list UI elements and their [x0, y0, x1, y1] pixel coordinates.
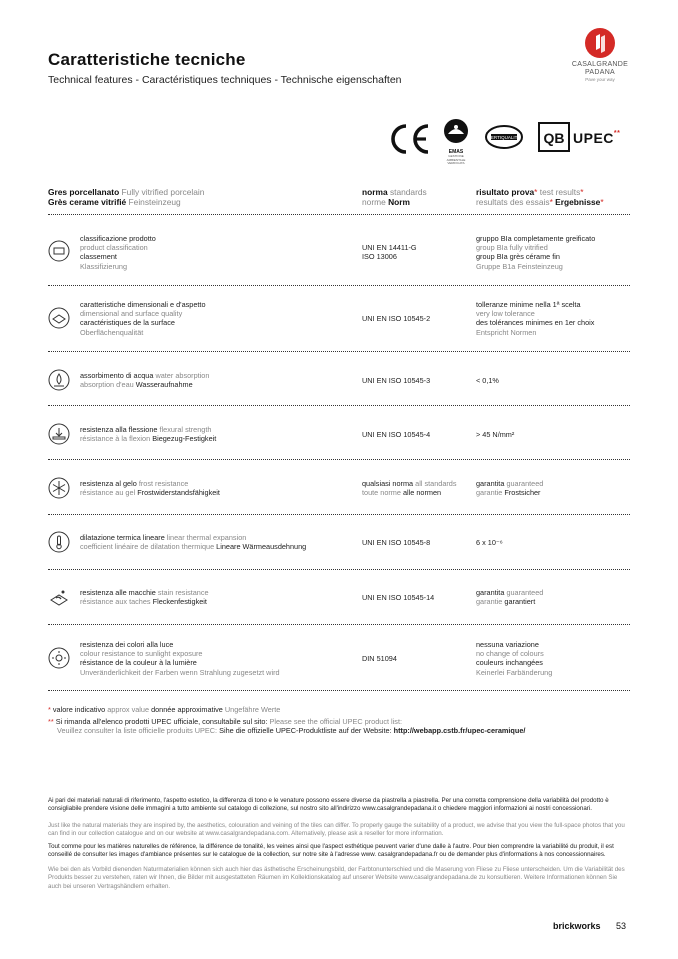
divider	[48, 514, 630, 515]
row-thermal-label: dilatazione termica lineare linear thermal expansion coefficient linéaire de dilatation thermique Lineare Wärmeausdehnung	[80, 533, 307, 552]
row-thermal-standard: UNI EN ISO 10545-8	[362, 538, 431, 547]
footer-section: brickworks	[553, 921, 601, 931]
upec-label: UPEC	[573, 130, 614, 146]
header-col-standard: norma standards norme Norm	[362, 187, 427, 207]
thermal-expansion-icon	[48, 531, 70, 553]
svg-text:QB: QB	[543, 130, 565, 146]
svg-text:CERTIQUALITY: CERTIQUALITY	[487, 135, 521, 140]
row-water-label: assorbimento di acqua water absorption absorption d'eau Wasseraufnahme	[80, 371, 210, 390]
flexural-strength-icon	[48, 423, 70, 445]
classification-icon	[48, 240, 70, 262]
row-light-label: resistenza dei colori alla luce colour resistance to sunlight exposure résistance de la couleur à la lumière Unveränderlichkeit der Farben wenn Strahlung zugesetzt wird	[80, 640, 280, 677]
footnotes: * valore indicativo approx value donnée approximative Ungefähre Werte ** Si rimanda all'elenco prodotti UPEC ufficiale, consultabile sul sito: Please see the official UPEC product list: Veuillez consulter la liste officielle produits UPEC: Sihe die offizielle UPEC-Produktliste auf der Website: http://webapp.cstb.fr/upec-ceramique/	[48, 705, 526, 735]
brand-tagline: Pave your way	[585, 77, 615, 82]
divider	[48, 624, 630, 625]
water-absorption-icon	[48, 369, 70, 391]
divider	[48, 285, 630, 286]
row-stain-result: garantita guaranteed garantie garantiert	[476, 588, 544, 607]
row-stain-label: resistenza alle macchie stain resistance résistance aux taches Fleckenfestigkeit	[80, 588, 209, 607]
stain-resistance-icon	[48, 586, 70, 608]
light-resistance-icon	[48, 647, 70, 669]
row-dimensional-result: tolleranze minime nella 1ª scelta very low tolerance des tolérances minimes en 1er choix Entspricht Normen	[476, 300, 595, 337]
brand-logo	[570, 28, 630, 83]
divider	[48, 569, 630, 570]
row-water-standard: UNI EN ISO 10545-3	[362, 376, 431, 385]
note-approx: * valore indicativo approx value donnée approximative Ungefähre Werte	[48, 705, 281, 714]
brand-name-2: PADANA	[584, 69, 616, 76]
row-flexural-standard: UNI EN ISO 10545-4	[362, 430, 431, 439]
dimensional-icon	[48, 307, 70, 329]
brand-name-1: CASALGRANDE	[571, 61, 629, 68]
page-number: 53	[616, 921, 627, 931]
divider	[48, 351, 630, 352]
divider	[48, 690, 630, 691]
note-upec: ** Si rimanda all'elenco prodotti UPEC ufficiale, consultabile sul sito: Please see the official UPEC product list:	[48, 716, 403, 726]
row-flexural-result: > 45 N/mm²	[476, 430, 515, 439]
row-classification-label: classificazione prodotto product classification classement Klassifizierung	[80, 234, 156, 271]
page-subtitle: Technical features - Caractéristiques techniques - Technische eigenschaften	[48, 74, 402, 86]
disclaimer-de: Wie bei den als Vorbild dienenden Naturmaterialien können sich auch hier das ästhetische Erscheinungsbild, der Farbtonunterschied und die Maserung von Fliese zu Fliese unterscheiden. Um die Variabilität des Produkts besser zu verstehen, raten wir Ihnen, die Bilder mit ausgestatteten Räumen im Kollektionskatalog auf unserer Website www.casalgrandepadana.de zu konsultieren. Weitere Informationen können Sie auch bei unseren Vertragshändlern erhalten.	[48, 866, 625, 890]
row-light-standard: DIN 51094	[362, 654, 397, 663]
header-col-results: risultato prova* test results* resultats des essais* Ergebnisse*	[476, 187, 604, 207]
disclaimer-it: Ai pari dei materiali naturali di riferimento, l'aspetto estetico, la differenza di tono e le venature possono essere diverse da piastrella a piastrella. Per una corretta comprensione della variabilità del prodotto è consigliabile prendere visione delle immagini a tutto ambiente sul catalogo di collezione, sul nostro sito all'indirizzo www.casalgrandepadana.it o chiedere maggiori informazioni ai nostri concessionari.	[48, 797, 609, 813]
row-classification-result: gruppo BIa completamente greificato group BIa fully vitrified group BIa grès cérame fin Gruppe B1a Feinsteinzeug	[476, 234, 596, 271]
emas-sub: GESTIONE AMBIENTALE VERIFICATA	[446, 154, 466, 165]
row-classification-standard: UNI EN 14411-G ISO 13006	[362, 243, 417, 262]
divider	[48, 214, 630, 215]
brand-mark-icon	[585, 28, 615, 58]
row-light-result: nessuna variazione no change of colours couleurs inchangées Keinerlei Farbänderung	[476, 640, 553, 677]
emas-logo	[443, 118, 469, 166]
emas-label: EMAS	[448, 149, 464, 155]
ecolabel-icon	[483, 124, 525, 155]
row-stain-standard: UNI EN ISO 10545-14	[362, 593, 435, 602]
disclaimer-en: Just like the natural materials they are inspired by, the aesthetics, colouration and veining of the tiles can differ. To properly gauge the suitability of a product, we advise that you view the full-space photos that you can find in our collection catalogue and on our website at www.casalgrandepadana.com. Alternatively, please ask a reseller for more information.	[48, 822, 625, 838]
row-water-result: < 0,1%	[476, 376, 499, 385]
row-thermal-result: 6 x 10⁻⁶	[476, 538, 503, 547]
row-dimensional-standard: UNI EN ISO 10545-2	[362, 314, 431, 323]
row-frost-label: resistenza al gelo frost resistance résistance au gel Frostwiderstandsfähigkeit	[80, 479, 220, 498]
row-flexural-label: resistenza alla flessione flexural strength résistance à la flexion Biegezug-Festigkeit	[80, 425, 217, 444]
qb-icon	[538, 122, 570, 152]
divider	[48, 405, 630, 406]
divider	[48, 459, 630, 460]
disclaimer-fr: Tout comme pour les matières naturelles de référence, la différence de tonalité, les veines ainsi que l'aspect esthétique peuvent varier d'une dalle à l'autre. Pour bien comprendre la variabilité du produit, il est conseillé de consulter les images d'ambiance présentes sur le catalogue de la collection, sur notre site à l'adresse www. casalgrandepadana.fr ou de demander plus d'informations à nos concessionnaires.	[48, 843, 614, 859]
page-title: Caratteristiche tecniche	[48, 50, 246, 69]
row-frost-result: garantita guaranteed garantie Frostsicher	[476, 479, 544, 498]
header-col-material: Gres porcellanato Fully vitrified porcelain Grès cerame vitrifié Feinsteinzeug	[48, 187, 205, 207]
row-frost-standard: qualsiasi norma all standards toute norme alle normen	[362, 479, 457, 498]
upec-logo	[538, 122, 570, 157]
emas-icon	[443, 118, 469, 144]
frost-resistance-icon	[48, 477, 70, 499]
upec-stars: **	[613, 130, 621, 137]
row-dimensional-label: caratteristiche dimensionali e d'aspetto dimensional and surface quality caractéristiques de la surface Oberflächenqualität	[80, 300, 206, 337]
upec-link[interactable]: http://webapp.cstb.fr/upec-ceramique/	[393, 726, 526, 735]
ce-mark-icon	[388, 122, 432, 161]
